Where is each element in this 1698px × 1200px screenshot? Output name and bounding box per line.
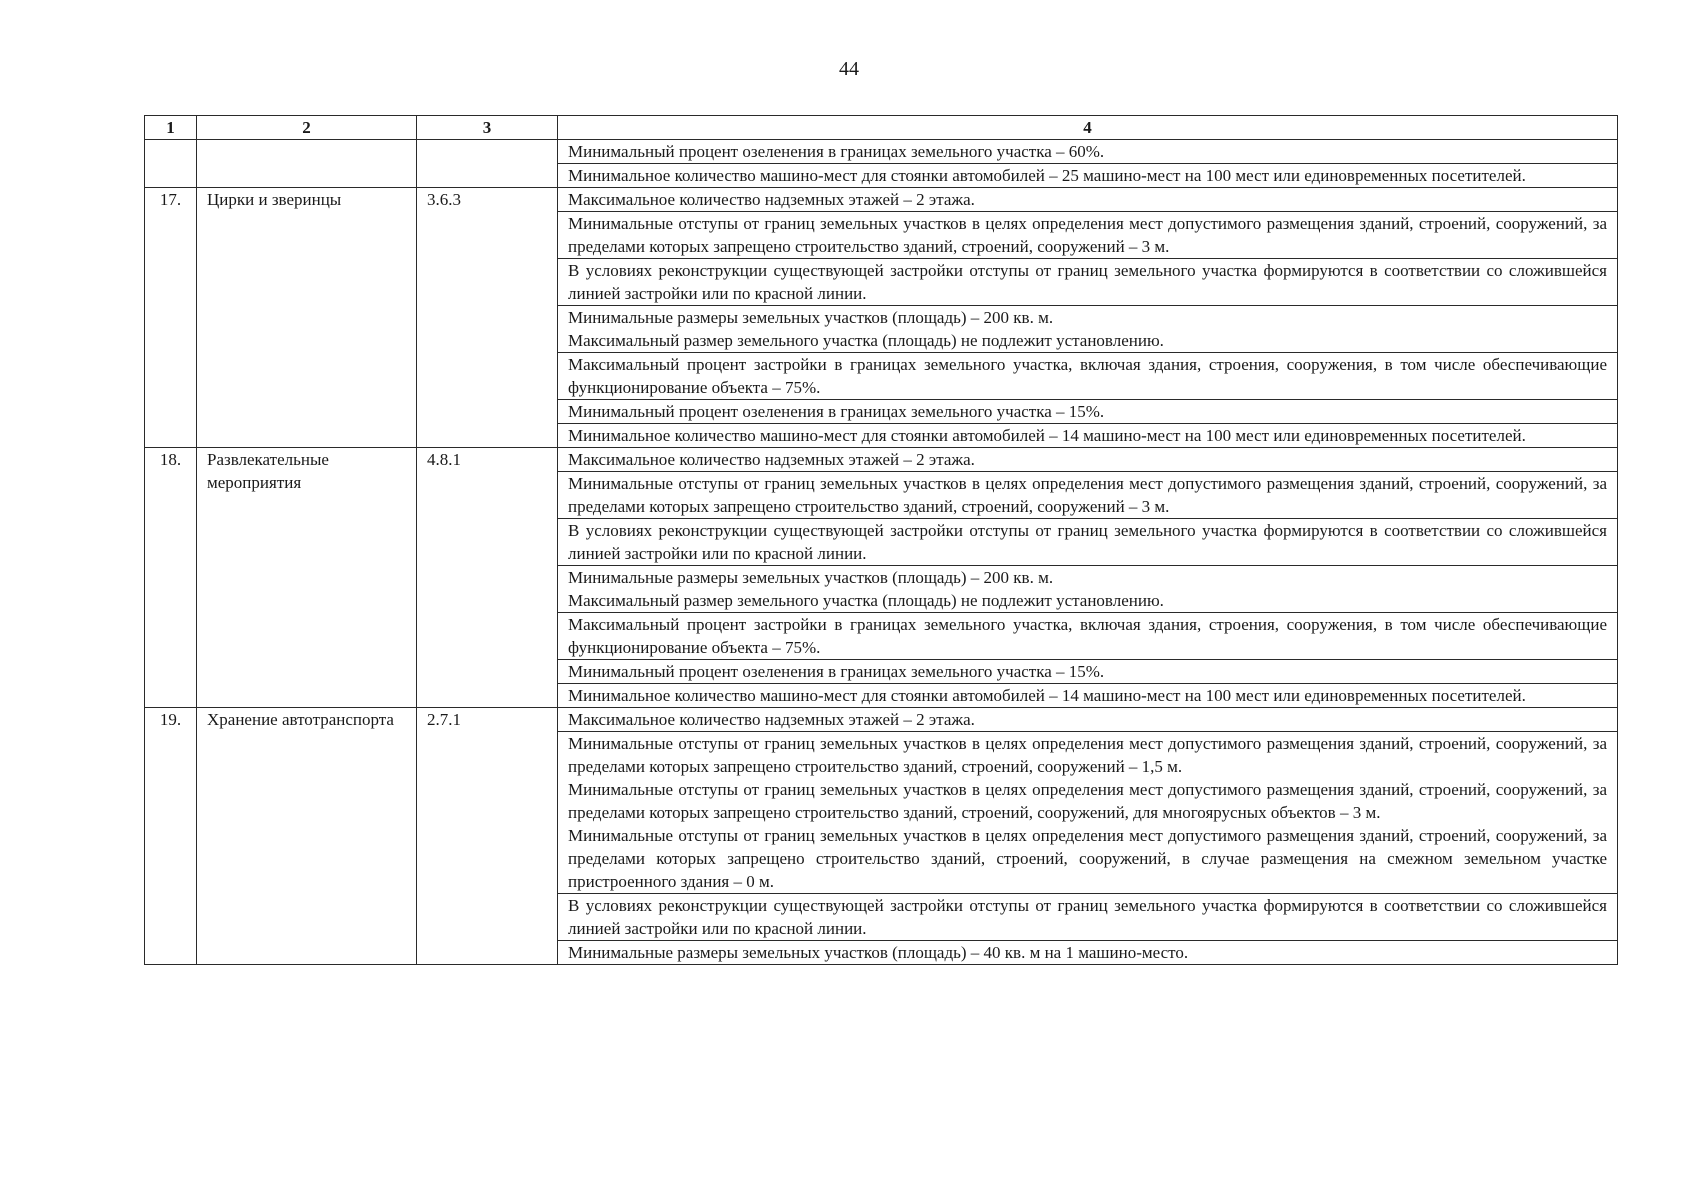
parameter-text: В условиях реконструкции существующей застройки отступы от границ земельного участка формируются в соответствии со сложившейся линией застройки или по красной линии.	[568, 261, 1607, 303]
parameter-cell	[558, 400, 1618, 424]
parameter-text: Минимальное количество машино-мест для стоянки автомобилей – 14 машино-мест на 100 мест или единовременных посетителей.	[568, 686, 1526, 705]
parameter-cell	[558, 708, 1618, 732]
parameter-cell	[558, 353, 1618, 400]
use-code-cell: 2.7.1	[417, 708, 558, 965]
parameter-cell	[558, 732, 1618, 894]
parameter-text: Минимальные размеры земельных участков (площадь) – 200 кв. м.	[568, 308, 1054, 327]
parameter-text: Минимальные размеры земельных участков (площадь) – 40 кв. м на 1 машино-место.	[568, 943, 1189, 962]
use-code-cell	[417, 140, 558, 188]
table-row	[145, 708, 1618, 732]
parameter-text: Минимальные отступы от границ земельных участков в целях определения мест допустимого размещения зданий, строений, сооружений, за пределами которых запрещено строительство зданий, строений, сооружений – 3 м.	[568, 214, 1607, 256]
use-code-cell: 3.6.3	[417, 188, 558, 448]
header-row	[145, 116, 1618, 140]
parameter-text: Максимальный размер земельного участка (площадь) не подлежит установлению.	[568, 591, 1164, 610]
parameter-cell: Минимальное количество машино-мест для стоянки автомобилей – 25 машино-мест на 100 мест или единовременных посетителей.	[558, 164, 1618, 188]
parameter-cell	[558, 448, 1618, 472]
parameter-cell	[558, 306, 1618, 353]
parameter-cell	[558, 188, 1618, 212]
regulations-table	[144, 115, 1618, 965]
parameter-cell	[558, 566, 1618, 613]
row-number-cell: 17.	[145, 188, 197, 448]
row-number-cell	[145, 140, 197, 188]
use-name-cell: Цирки и зверинцы	[197, 188, 417, 448]
parameter-text: Максимальный процент застройки в границах земельного участка, включая здания, строения, сооружения, в том числе обеспечивающие функционирование объекта – 75%.	[568, 615, 1607, 657]
parameter-text: Максимальный процент застройки в границах земельного участка, включая здания, строения, сооружения, в том числе обеспечивающие функционирование объекта – 75%.	[568, 355, 1607, 397]
parameter-cell	[558, 424, 1618, 448]
header-col-1: 1	[145, 116, 197, 140]
parameter-cell	[558, 894, 1618, 941]
parameter-cell	[558, 613, 1618, 660]
parameter-cell	[558, 660, 1618, 684]
parameter-cell	[558, 472, 1618, 519]
header-col-2: 2	[197, 116, 417, 140]
parameter-text: Максимальное количество надземных этажей – 2 этажа.	[568, 710, 975, 729]
table-row	[145, 188, 1618, 212]
parameter-text: Минимальные размеры земельных участков (площадь) – 200 кв. м.	[568, 568, 1054, 587]
parameter-cell	[558, 684, 1618, 708]
table-row	[145, 140, 1618, 164]
use-code-cell: 4.8.1	[417, 448, 558, 708]
parameter-cell: Минимальный процент озеленения в границах земельного участка – 60%.	[558, 140, 1618, 164]
parameter-text: В условиях реконструкции существующей застройки отступы от границ земельного участка формируются в соответствии со сложившейся линией застройки или по красной линии.	[568, 521, 1607, 563]
parameter-text: Минимальные отступы от границ земельных участков в целях определения мест допустимого размещения зданий, строений, сооружений, за пределами которых запрещено строительство зданий, строений, сооружений, для многоярусных объектов – 3 м.	[568, 780, 1607, 822]
parameter-text: Минимальный процент озеленения в границах земельного участка – 15%.	[568, 402, 1105, 421]
header-col-4: 4	[558, 116, 1618, 140]
row-number-cell: 19.	[145, 708, 197, 965]
header-col-3: 3	[417, 116, 558, 140]
parameter-cell	[558, 212, 1618, 259]
table-body	[145, 140, 1618, 965]
use-name-cell: Хранение автотранспорта	[197, 708, 417, 965]
parameter-text: Минимальные отступы от границ земельных участков в целях определения мест допустимого размещения зданий, строений, сооружений, за пределами которых запрещено строительство зданий, строений, сооружений – 3 м.	[568, 474, 1607, 516]
table-row	[145, 448, 1618, 472]
page-number: 44	[839, 58, 859, 80]
parameter-text: Минимальное количество машино-мест для стоянки автомобилей – 14 машино-мест на 100 мест или единовременных посетителей.	[568, 426, 1526, 445]
parameter-text: Максимальное количество надземных этажей – 2 этажа.	[568, 450, 975, 469]
parameter-text: Максимальный размер земельного участка (площадь) не подлежит установлению.	[568, 331, 1164, 350]
row-number-cell: 18.	[145, 448, 197, 708]
use-name-cell: Развлекательные мероприятия	[197, 448, 417, 708]
use-name-cell	[197, 140, 417, 188]
parameter-cell	[558, 259, 1618, 306]
parameter-text: Минимальный процент озеленения в границах земельного участка – 15%.	[568, 662, 1105, 681]
parameter-cell	[558, 941, 1618, 965]
parameter-text: Максимальное количество надземных этажей – 2 этажа.	[568, 190, 975, 209]
parameter-cell	[558, 519, 1618, 566]
parameter-text: Минимальные отступы от границ земельных участков в целях определения мест допустимого размещения зданий, строений, сооружений, за пределами которых запрещено строительство зданий, строений, сооружений, в случае размещения на смежном земельном участке пристроенного здания – 0 м.	[568, 826, 1607, 891]
parameter-text: В условиях реконструкции существующей застройки отступы от границ земельного участка формируются в соответствии со сложившейся линией застройки или по красной линии.	[568, 896, 1607, 938]
parameter-text: Минимальные отступы от границ земельных участков в целях определения мест допустимого размещения зданий, строений, сооружений, за пределами которых запрещено строительство зданий, строений, сооружений – 1,5 м.	[568, 734, 1607, 776]
